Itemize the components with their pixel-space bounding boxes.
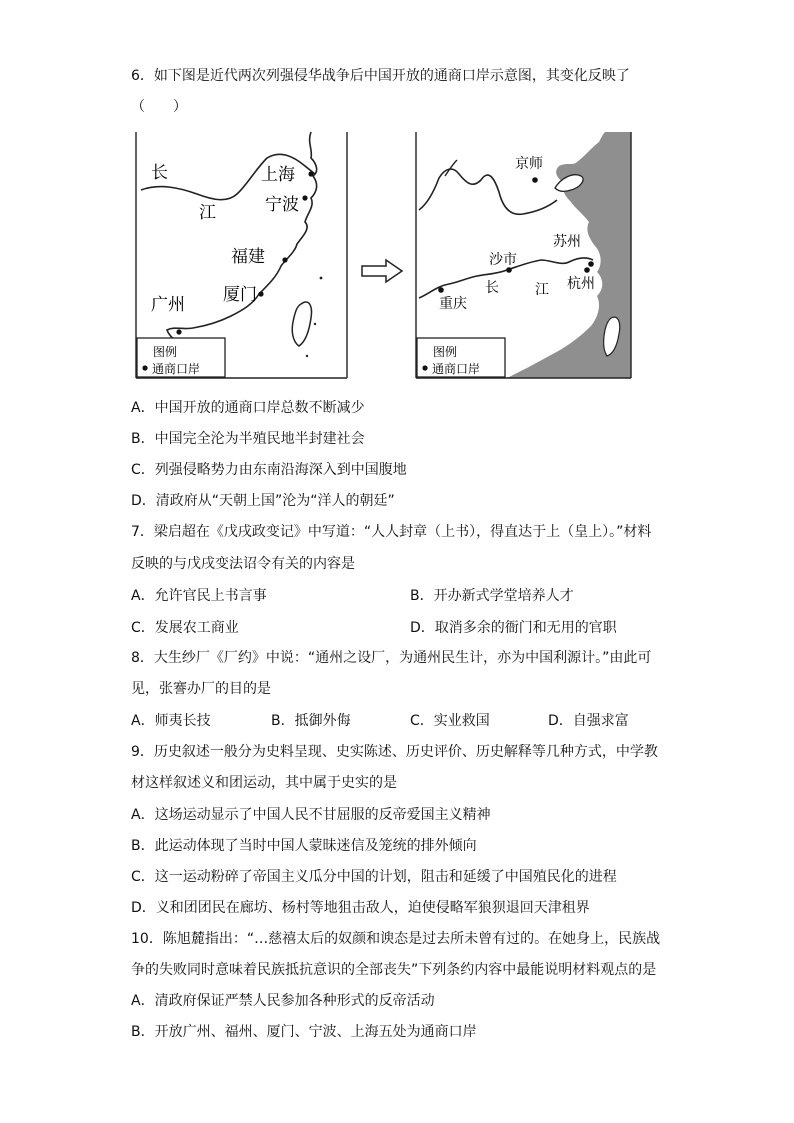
map-left-label-xiamen: 厦门 [223,285,257,305]
map-right-label-jiang: 江 [535,282,549,298]
q6-option-a[interactable]: A．中国开放的通商口岸总数不断减少 [131,400,365,416]
q8-stem-line1: 8．大生纱厂《厂约》中说：“通州之设厂，为通州民生计，亦为中国利源计。”由此可 [131,650,652,666]
port-dot-shanghai [308,171,313,176]
q8-stem-line2: 见，张謇办厂的目的是 [131,681,271,697]
map-right-label-chang: 长 [485,280,499,296]
map-right-legend-item: 通商口岸 [432,362,481,376]
map-right-label-hangzhou: 杭州 [567,276,595,292]
q6-paren: （ ） [131,99,187,115]
q6-option-d[interactable]: D．清政府从“天朝上国”沦为“洋人的朝廷” [131,493,395,509]
map-right-label-shashi: 沙市 [489,252,517,268]
q7-stem-line1: 7．梁启超在《戊戌政变记》中写道：“人人封章（上书），得直达于上（皇上）。”材料 [131,524,652,540]
port-dot-xiamen [258,291,263,296]
map-left-label-ningbo: 宁波 [265,195,299,215]
map-left-label-fujian: 福建 [231,247,265,267]
map-right-legend-title: 图例 [433,345,458,359]
q9-option-d[interactable]: D．义和团团民在廊坊、杨村等地狙击敌人，迫使侵略军狼狈退回天津租界 [131,900,590,916]
map-left-legend-item: 通商口岸 [152,362,201,376]
port-dot-fuzhou [282,257,287,262]
q8-option-c[interactable]: C．实业救国 [410,713,490,729]
map-left-legend-dot [142,365,147,370]
map-left-label-jiang: 江 [199,203,216,223]
port-dot-ningbo [302,195,307,200]
map-left-drawing [135,128,349,380]
port-dot-jingshi [532,177,538,183]
q8-option-a[interactable]: A．师夷长技 [131,713,211,729]
q7-option-d[interactable]: D．取消多余的衙门和无用的官职 [410,620,617,636]
port-dot-suzhou [588,261,594,267]
map-right-drawing [415,128,633,380]
q10-option-b[interactable]: B．开放广州、福州、厦门、宁波、上海五处为通商口岸 [131,1024,477,1040]
q7-option-a[interactable]: A．允许官民上书言事 [131,588,267,604]
arrow-right-icon [360,258,404,284]
q7-option-c[interactable]: C．发展农工商业 [131,620,239,636]
q8-option-d[interactable]: D．自强求富 [548,713,629,729]
map-left-label-shanghai: 上海 [261,165,295,185]
map-left-legend-title: 图例 [153,345,178,359]
q9-option-c[interactable]: C．这一运动粉碎了帝国主义瓜分中国的计划，阻击和延缓了中国殖民化的进程 [131,869,617,885]
q9-option-a[interactable]: A．这场运动显示了中国人民不甘屈服的反帝爱国主义精神 [131,807,491,823]
port-dot-hangzhou [584,267,590,273]
q9-stem-line2: 材这样叙述义和团运动，其中属于史实的是 [131,775,397,791]
map-left [135,128,349,380]
q8-option-b[interactable]: B．抵御外侮 [271,713,351,729]
map-right-legend-dot [422,365,427,370]
map-right-label-jingshi: 京师 [515,156,543,172]
map-right-label-chongqing: 重庆 [439,296,467,312]
map-right-label-suzhou: 苏州 [553,234,581,250]
q10-option-a[interactable]: A．清政府保证严禁人民参加各种形式的反帝活动 [131,993,435,1009]
map-left-label-guangzhou: 广州 [151,295,185,315]
q6-option-c[interactable]: C．列强侵略势力由东南沿海深入到中国腹地 [131,462,407,478]
port-dot-chongqing [438,287,444,293]
q6-stem: 6．如下图是近代两次列强侵华战争后中国开放的通商口岸示意图，其变化反映了 [131,68,630,84]
map-right [415,128,629,380]
q9-stem-line1: 9．历史叙述一般分为史料呈现、史实陈述、历史评价、历史解释等几种方式，中学教 [131,744,658,760]
port-dot-shashi [506,267,512,273]
q7-stem-line2: 反映的与戊戌变法诏令有关的内容是 [131,556,355,572]
map-left-label-chang: 长 [151,163,168,183]
q9-option-b[interactable]: B．此运动体现了当时中国人蒙昧迷信及笼统的排外倾向 [131,838,477,854]
q6-option-b[interactable]: B．中国完全沦为半殖民地半封建社会 [131,431,365,447]
q10-stem-line2: 争的失败同时意味着民族抵抗意识的全部丧失”下列条约内容中最能说明材料观点的是 [131,962,657,978]
q7-option-b[interactable]: B．开办新式学堂培养人才 [410,588,574,604]
q10-stem-line1: 10．陈旭麓指出：“…慈禧太后的奴颜和谀态是过去所未曾有过的。在她身上，民族战 [131,931,661,947]
port-dot-guangzhou [176,329,181,334]
